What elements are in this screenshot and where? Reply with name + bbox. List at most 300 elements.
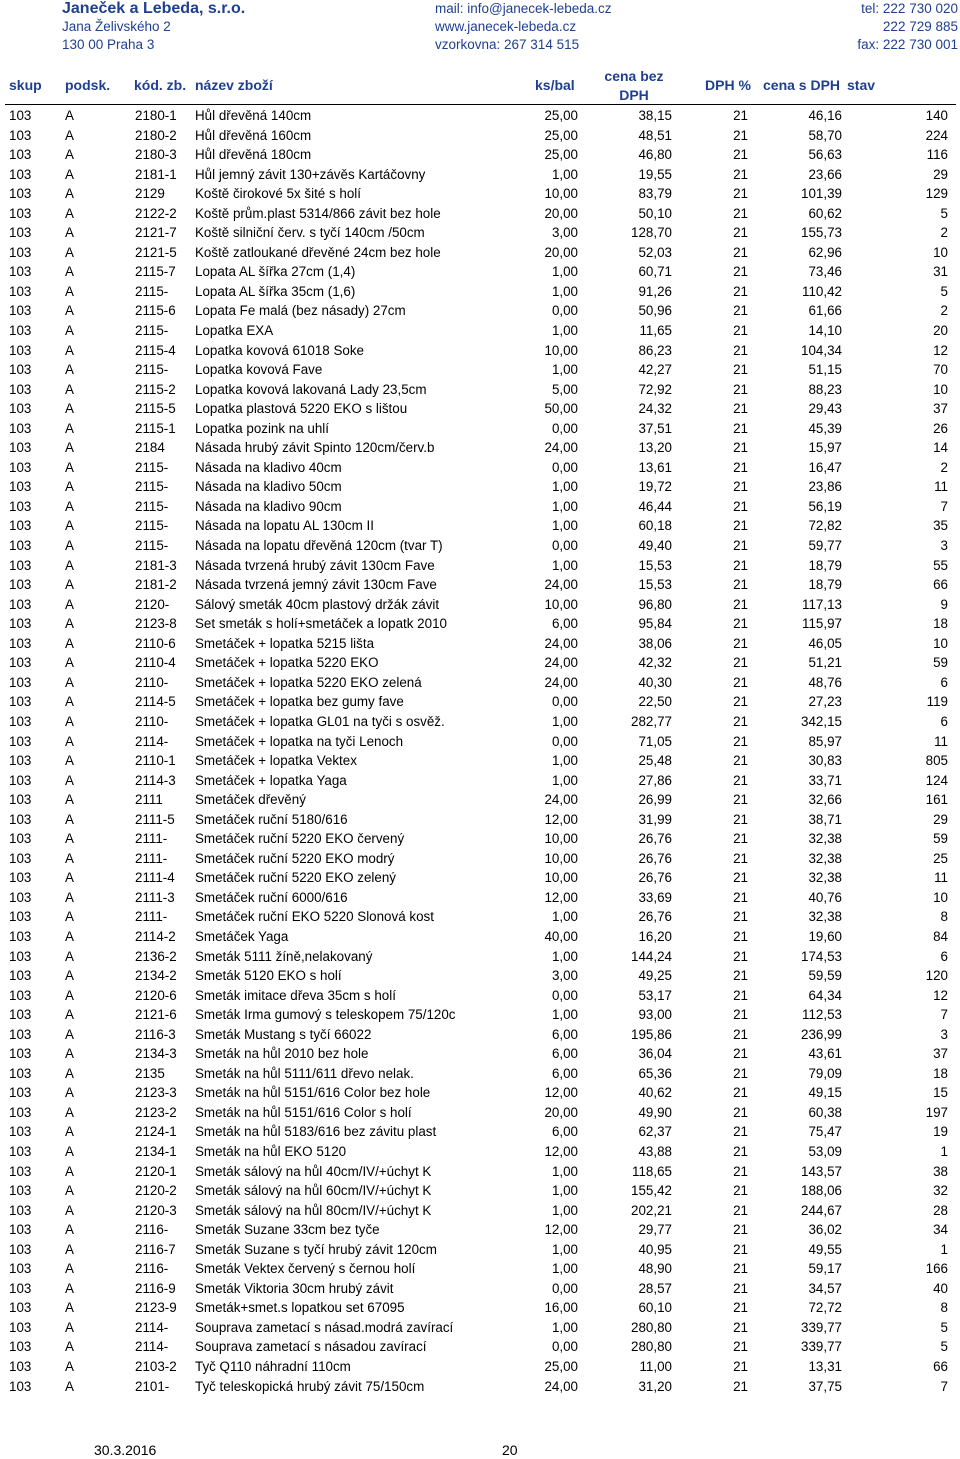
cell-ks: 6,00: [551, 1026, 578, 1042]
cell-ks: 20,00: [544, 244, 578, 260]
cell-cena-s-dph: 45,39: [808, 420, 842, 436]
cell-ks: 24,00: [544, 1378, 578, 1394]
cell-cena-s-dph: 16,47: [808, 459, 842, 475]
cell-dph: 21: [733, 1261, 748, 1277]
cell-nazev: Smeták Suzane s tyčí hrubý závit 120cm: [195, 1241, 437, 1257]
cell-kod: 2111-3: [135, 889, 175, 905]
cell-cena-bez-dph: 42,32: [638, 655, 672, 671]
cell-skup: 103: [9, 420, 32, 436]
cell-dph: 21: [733, 1085, 748, 1101]
cell-stav: 25: [933, 850, 948, 866]
cell-ks: 40,00: [544, 928, 578, 944]
table-row: [0, 438, 960, 458]
cell-ks: 12,00: [544, 1143, 578, 1159]
cell-kod: 2115-: [135, 538, 169, 554]
print-date: 30.3.2016: [94, 1442, 157, 1458]
cell-skup: 103: [9, 1065, 32, 1081]
cell-cena-bez-dph: 91,26: [638, 283, 672, 299]
cell-kod: 2116-9: [135, 1280, 176, 1296]
cell-cena-s-dph: 23,86: [808, 479, 842, 495]
cell-nazev: Lopatka kovová lakovaná Lady 23,5cm: [195, 381, 427, 397]
cell-kod: 2114-5: [135, 694, 176, 710]
table-row: [0, 790, 960, 810]
col-header-cena-s-dph: cena s DPH: [763, 77, 841, 93]
table-row: [0, 1259, 960, 1279]
cell-kod: 2115-2: [135, 381, 176, 397]
cell-cena-s-dph: 174,53: [801, 948, 842, 964]
table-row: [0, 497, 960, 517]
cell-skup: 103: [9, 264, 32, 280]
cell-cena-bez-dph: 62,37: [638, 1124, 672, 1140]
cell-podsk: A: [65, 1202, 74, 1218]
cell-nazev: Násada na lopatu dřevěná 120cm (tvar T): [195, 538, 443, 554]
cell-nazev: Smetáček + lopatka 5220 EKO zelená: [195, 674, 422, 690]
cell-podsk: A: [65, 186, 74, 202]
cell-cena-s-dph: 60,38: [808, 1104, 842, 1120]
cell-kod: 2114-: [135, 1339, 169, 1355]
cell-nazev: Násada na kladivo 50cm: [195, 479, 342, 495]
cell-stav: 29: [933, 166, 948, 182]
cell-cena-s-dph: 18,79: [808, 577, 842, 593]
cell-cena-s-dph: 72,82: [808, 518, 842, 534]
cell-podsk: A: [65, 772, 74, 788]
cell-kod: 2116-: [135, 1222, 169, 1238]
cell-cena-s-dph: 110,42: [802, 283, 842, 299]
cell-stav: 6: [940, 674, 948, 690]
cell-cena-bez-dph: 52,03: [638, 244, 672, 260]
cell-skup: 103: [9, 186, 32, 202]
cell-kod: 2121-5: [135, 244, 177, 260]
cell-cena-s-dph: 56,63: [808, 147, 842, 163]
cell-skup: 103: [9, 244, 32, 260]
cell-cena-bez-dph: 83,79: [638, 186, 672, 202]
cell-cena-s-dph: 46,05: [808, 635, 842, 651]
street: Jana Želivského 2: [62, 19, 171, 34]
cell-cena-bez-dph: 26,99: [638, 792, 672, 808]
cell-stav: 34: [933, 1222, 948, 1238]
cell-cena-s-dph: 236,99: [801, 1026, 842, 1042]
cell-cena-s-dph: 29,43: [808, 401, 842, 417]
cell-nazev: Smetáček ruční 5220 EKO červený: [195, 831, 405, 847]
cell-cena-bez-dph: 40,30: [638, 674, 672, 690]
cell-podsk: A: [65, 166, 74, 182]
cell-cena-s-dph: 18,79: [808, 557, 842, 573]
cell-nazev: Hůl dřevěná 160cm: [195, 127, 312, 143]
phone-2: 222 729 885: [882, 19, 958, 34]
cell-dph: 21: [733, 909, 748, 925]
cell-dph: 21: [733, 264, 748, 280]
cell-kod: 2180-3: [135, 147, 177, 163]
cell-kod: 2115-: [135, 283, 169, 299]
cell-nazev: Sálový smeták 40cm plastový držák závit: [195, 596, 440, 612]
cell-dph: 21: [733, 792, 748, 808]
cell-stav: 2: [940, 459, 948, 475]
cell-stav: 35: [933, 518, 948, 534]
cell-cena-bez-dph: 60,18: [638, 518, 672, 534]
cell-ks: 24,00: [544, 577, 578, 593]
cell-cena-bez-dph: 40,95: [638, 1241, 672, 1257]
cell-podsk: A: [65, 1183, 74, 1199]
cell-kod: 2115-7: [135, 264, 176, 280]
cell-ks: 12,00: [544, 1085, 578, 1101]
cell-skup: 103: [9, 987, 32, 1003]
table-row: [0, 301, 960, 321]
table-row: [0, 907, 960, 927]
cell-cena-bez-dph: 46,80: [638, 147, 672, 163]
cell-stav: 5: [940, 205, 948, 221]
col-header-nazev: název zboží: [195, 77, 273, 93]
cell-dph: 21: [733, 303, 748, 319]
cell-skup: 103: [9, 1104, 32, 1120]
cell-stav: 66: [933, 577, 948, 593]
cell-ks: 1,00: [551, 557, 578, 573]
cell-podsk: A: [65, 538, 74, 554]
table-row: [0, 595, 960, 615]
table-row: [0, 477, 960, 497]
cell-nazev: Smeták na hůl 5183/616 bez závitu plast: [195, 1124, 437, 1140]
cell-stav: 15: [933, 1085, 948, 1101]
cell-podsk: A: [65, 1026, 74, 1042]
cell-cena-s-dph: 342,15: [801, 713, 842, 729]
cell-cena-bez-dph: 37,51: [638, 420, 672, 436]
cell-skup: 103: [9, 1222, 32, 1238]
cell-ks: 6,00: [551, 1065, 578, 1081]
cell-skup: 103: [9, 498, 32, 514]
table-row: [0, 1005, 960, 1025]
cell-dph: 21: [733, 1241, 748, 1257]
cell-skup: 103: [9, 811, 32, 827]
table-row: [0, 262, 960, 282]
cell-cena-bez-dph: 43,88: [638, 1143, 672, 1159]
cell-ks: 1,00: [551, 909, 578, 925]
cell-cena-bez-dph: 49,40: [638, 538, 672, 554]
table-row: [0, 1201, 960, 1221]
table-row: [0, 849, 960, 869]
cell-dph: 21: [733, 655, 748, 671]
col-header-podsk: podsk.: [65, 77, 111, 93]
cell-nazev: Smetáček ruční 5180/616: [195, 811, 348, 827]
table-row: [0, 868, 960, 888]
cell-cena-s-dph: 75,47: [808, 1124, 842, 1140]
cell-cena-bez-dph: 128,70: [631, 225, 672, 241]
cell-dph: 21: [733, 518, 748, 534]
cell-podsk: A: [65, 518, 74, 534]
cell-cena-s-dph: 56,19: [808, 498, 842, 514]
cell-dph: 21: [733, 1046, 748, 1062]
cell-dph: 21: [733, 674, 748, 690]
cell-ks: 24,00: [544, 635, 578, 651]
cell-ks: 0,00: [551, 694, 578, 710]
cell-stav: 166: [925, 1261, 948, 1277]
cell-podsk: A: [65, 909, 74, 925]
cell-cena-bez-dph: 26,76: [638, 850, 672, 866]
cell-kod: 2114-3: [135, 772, 176, 788]
cell-ks: 25,00: [544, 147, 578, 163]
cell-cena-bez-dph: 48,90: [638, 1261, 672, 1277]
cell-cena-s-dph: 62,96: [808, 244, 842, 260]
cell-skup: 103: [9, 538, 32, 554]
cell-skup: 103: [9, 596, 32, 612]
cell-cena-bez-dph: 15,53: [638, 557, 672, 573]
cell-kod: 2111-: [135, 831, 168, 847]
cell-nazev: Smeták Viktoria 30cm hrubý závit: [195, 1280, 394, 1296]
cell-cena-bez-dph: 49,25: [638, 968, 672, 984]
cell-skup: 103: [9, 1241, 32, 1257]
cell-dph: 21: [733, 1222, 748, 1238]
cell-cena-bez-dph: 46,44: [638, 498, 672, 514]
cell-dph: 21: [733, 1124, 748, 1140]
table-row: [0, 204, 960, 224]
cell-podsk: A: [65, 479, 74, 495]
cell-nazev: Smeták imitace dřeva 35cm s holí: [195, 987, 396, 1003]
company-phones: [857, 0, 958, 54]
cell-nazev: Smeták sálový na hůl 80cm/IV/+úchyt K: [195, 1202, 432, 1218]
cell-ks: 6,00: [551, 1124, 578, 1140]
cell-cena-bez-dph: 19,55: [638, 166, 672, 182]
cell-cena-s-dph: 32,38: [808, 909, 842, 925]
cell-cena-s-dph: 13,31: [808, 1359, 842, 1374]
cell-cena-s-dph: 117,13: [802, 596, 842, 612]
cell-dph: 21: [733, 1183, 748, 1199]
cell-dph: 21: [733, 225, 748, 241]
cell-skup: 103: [9, 166, 32, 182]
table-row: [0, 927, 960, 947]
cell-ks: 3,00: [551, 968, 578, 984]
cell-stav: 2: [940, 225, 948, 241]
cell-nazev: Lopatka kovová 61018 Soke: [195, 342, 364, 358]
cell-kod: 2110-: [135, 713, 169, 729]
cell-nazev: Smetáček ruční 6000/616: [195, 889, 348, 905]
table-row: [0, 986, 960, 1006]
cell-dph: 21: [733, 811, 748, 827]
cell-cena-bez-dph: 96,80: [638, 596, 672, 612]
cell-podsk: A: [65, 870, 74, 886]
cell-dph: 21: [733, 1104, 748, 1120]
cell-ks: 10,00: [544, 850, 578, 866]
cell-cena-bez-dph: 13,20: [638, 440, 672, 456]
cell-stav: 119: [926, 694, 948, 710]
cell-stav: 11: [934, 479, 948, 495]
cell-skup: 103: [9, 713, 32, 729]
cell-nazev: Smeták sálový na hůl 40cm/IV/+úchyt K: [195, 1163, 432, 1179]
cell-ks: 10,00: [544, 186, 578, 202]
table-row: [0, 575, 960, 595]
cell-dph: 21: [733, 772, 748, 788]
cell-stav: 1: [940, 1241, 948, 1257]
cell-ks: 6,00: [551, 616, 578, 632]
cell-nazev: Smetáček + lopatka bez gumy fave: [195, 694, 404, 710]
cell-kod: 2121-7: [135, 225, 177, 241]
cell-stav: 18: [933, 1065, 948, 1081]
cell-ks: 1,00: [551, 772, 578, 788]
cell-cena-bez-dph: 26,76: [638, 909, 672, 925]
cell-podsk: A: [65, 635, 74, 651]
cell-ks: 1,00: [551, 753, 578, 769]
product-table: [0, 106, 960, 1396]
cell-nazev: Smetáček + lopatka GL01 na tyči s osvěž.: [195, 713, 445, 729]
cell-nazev: Lopata AL šířka 35cm (1,6): [195, 283, 356, 299]
cell-cena-s-dph: 59,77: [808, 538, 842, 554]
cell-ks: 1,00: [551, 498, 578, 514]
cell-kod: 2129: [135, 186, 165, 202]
cell-cena-s-dph: 49,55: [808, 1241, 842, 1257]
cell-dph: 21: [733, 557, 748, 573]
cell-podsk: A: [65, 1065, 74, 1081]
cell-skup: 103: [9, 557, 32, 573]
table-row: [0, 771, 960, 791]
company-address: [62, 0, 245, 54]
cell-ks: 25,00: [544, 127, 578, 143]
cell-nazev: Koště čirokové 5x šité s holí: [195, 186, 361, 202]
cell-ks: 10,00: [544, 342, 578, 358]
cell-dph: 21: [733, 850, 748, 866]
cell-skup: 103: [9, 127, 32, 143]
cell-podsk: A: [65, 616, 74, 632]
table-row: [0, 1298, 960, 1318]
table-row: [0, 1122, 960, 1142]
cell-nazev: Smetáček Yaga: [195, 928, 289, 944]
cell-dph: 21: [733, 870, 748, 886]
cell-podsk: A: [65, 108, 74, 123]
cell-ks: 10,00: [544, 596, 578, 612]
cell-dph: 21: [733, 1202, 748, 1218]
table-row: [0, 360, 960, 380]
cell-cena-bez-dph: 155,42: [631, 1183, 672, 1199]
cell-stav: 66: [933, 1359, 948, 1374]
cell-cena-s-dph: 104,34: [801, 342, 842, 358]
cell-nazev: Smetáček ruční 5220 EKO modrý: [195, 850, 395, 866]
cell-kod: 2101-: [135, 1378, 170, 1394]
cell-cena-s-dph: 88,23: [808, 381, 842, 397]
cell-cena-s-dph: 15,97: [808, 440, 842, 456]
cell-kod: 2122-2: [135, 205, 177, 221]
cell-cena-s-dph: 72,72: [808, 1300, 842, 1316]
cell-nazev: Násada na kladivo 90cm: [195, 498, 342, 514]
cell-ks: 0,00: [551, 459, 578, 475]
cell-stav: 9: [940, 596, 948, 612]
cell-kod: 2110-6: [135, 635, 176, 651]
cell-cena-s-dph: 32,38: [808, 831, 842, 847]
cell-podsk: A: [65, 1124, 74, 1140]
cell-dph: 21: [733, 479, 748, 495]
cell-cena-bez-dph: 22,50: [638, 694, 672, 710]
cell-nazev: Tyč teleskopická hrubý závit 75/150cm: [195, 1378, 425, 1394]
cell-podsk: A: [65, 1046, 74, 1062]
cell-kod: 2114-2: [135, 928, 176, 944]
cell-stav: 7: [940, 1007, 948, 1023]
cell-kod: 2181-3: [135, 557, 177, 573]
cell-cena-bez-dph: 60,10: [638, 1300, 672, 1316]
cell-dph: 21: [733, 694, 748, 710]
cell-kod: 2115-: [135, 323, 169, 339]
cell-nazev: Smeták na hůl 5151/616 Color s holí: [195, 1104, 412, 1120]
table-row: [0, 1377, 960, 1397]
cell-stav: 29: [933, 811, 948, 827]
cell-podsk: A: [65, 323, 74, 339]
cell-dph: 21: [733, 1359, 748, 1374]
cell-cena-bez-dph: 42,27: [638, 362, 672, 378]
cell-cena-bez-dph: 50,10: [638, 205, 672, 221]
cell-ks: 1,00: [551, 283, 578, 299]
cell-kod: 2115-4: [135, 342, 176, 358]
cell-kod: 2111-5: [135, 811, 175, 827]
cell-nazev: Smetáček ruční 5220 EKO zelený: [195, 870, 396, 886]
cell-ks: 3,00: [551, 225, 578, 241]
cell-dph: 21: [733, 420, 748, 436]
cell-kod: 2134-2: [135, 968, 177, 984]
cell-nazev: Smeták sálový na hůl 60cm/IV/+úchyt K: [195, 1183, 432, 1199]
cell-dph: 21: [733, 1007, 748, 1023]
cell-nazev: Smeták+smet.s lopatkou set 67095: [195, 1300, 405, 1316]
table-row: [0, 1142, 960, 1162]
table-row: [0, 1162, 960, 1182]
cell-stav: 32: [933, 1183, 948, 1199]
cell-stav: 12: [933, 342, 948, 358]
cell-kod: 2110-4: [135, 655, 176, 671]
cell-podsk: A: [65, 342, 74, 358]
cell-ks: 24,00: [544, 440, 578, 456]
col-header-cena-line2: DPH: [619, 87, 649, 103]
cell-dph: 21: [733, 323, 748, 339]
cell-dph: 21: [733, 596, 748, 612]
cell-ks: 50,00: [544, 401, 578, 417]
cell-podsk: A: [65, 1143, 74, 1159]
table-row: [0, 1044, 960, 1064]
cell-dph: 21: [733, 1280, 748, 1296]
cell-stav: 161: [925, 792, 948, 808]
cell-ks: 0,00: [551, 538, 578, 554]
cell-dph: 21: [733, 1319, 748, 1335]
table-row: [0, 106, 960, 126]
cell-skup: 103: [9, 831, 32, 847]
cell-kod: 2123-3: [135, 1085, 177, 1101]
cell-skup: 103: [9, 1202, 32, 1218]
cell-ks: 1,00: [551, 362, 578, 378]
cell-dph: 21: [733, 635, 748, 651]
cell-cena-bez-dph: 60,71: [638, 264, 672, 280]
cell-dph: 21: [733, 1378, 748, 1394]
cell-dph: 21: [733, 440, 748, 456]
cell-skup: 103: [9, 147, 32, 163]
cell-cena-bez-dph: 33,69: [638, 889, 672, 905]
cell-podsk: A: [65, 401, 74, 417]
cell-dph: 21: [733, 401, 748, 417]
cell-ks: 1,00: [551, 1261, 578, 1277]
cell-nazev: Smeták na hůl 5151/616 Color bez hole: [195, 1085, 431, 1101]
cell-kod: 2180-2: [135, 127, 177, 143]
cell-kod: 2114-: [135, 1319, 169, 1335]
cell-dph: 21: [733, 244, 748, 260]
cell-podsk: A: [65, 440, 74, 456]
cell-cena-bez-dph: 26,76: [638, 831, 672, 847]
cell-stav: 10: [933, 244, 948, 260]
cell-podsk: A: [65, 811, 74, 827]
cell-kod: 2115-: [135, 498, 169, 514]
cell-skup: 103: [9, 753, 32, 769]
cell-podsk: A: [65, 674, 74, 690]
cell-ks: 1,00: [551, 948, 578, 964]
cell-nazev: Násada na lopatu AL 130cm II: [195, 518, 374, 534]
cell-skup: 103: [9, 479, 32, 495]
cell-cena-s-dph: 101,39: [801, 186, 842, 202]
cell-nazev: Koště zatloukané dřevěné 24cm bez hole: [195, 244, 441, 260]
cell-nazev: Lopata Fe malá (bez násady) 27cm: [195, 303, 406, 319]
cell-podsk: A: [65, 420, 74, 436]
cell-skup: 103: [9, 1183, 32, 1199]
cell-cena-s-dph: 43,61: [808, 1046, 842, 1062]
cell-podsk: A: [65, 850, 74, 866]
cell-cena-bez-dph: 93,00: [638, 1007, 672, 1023]
